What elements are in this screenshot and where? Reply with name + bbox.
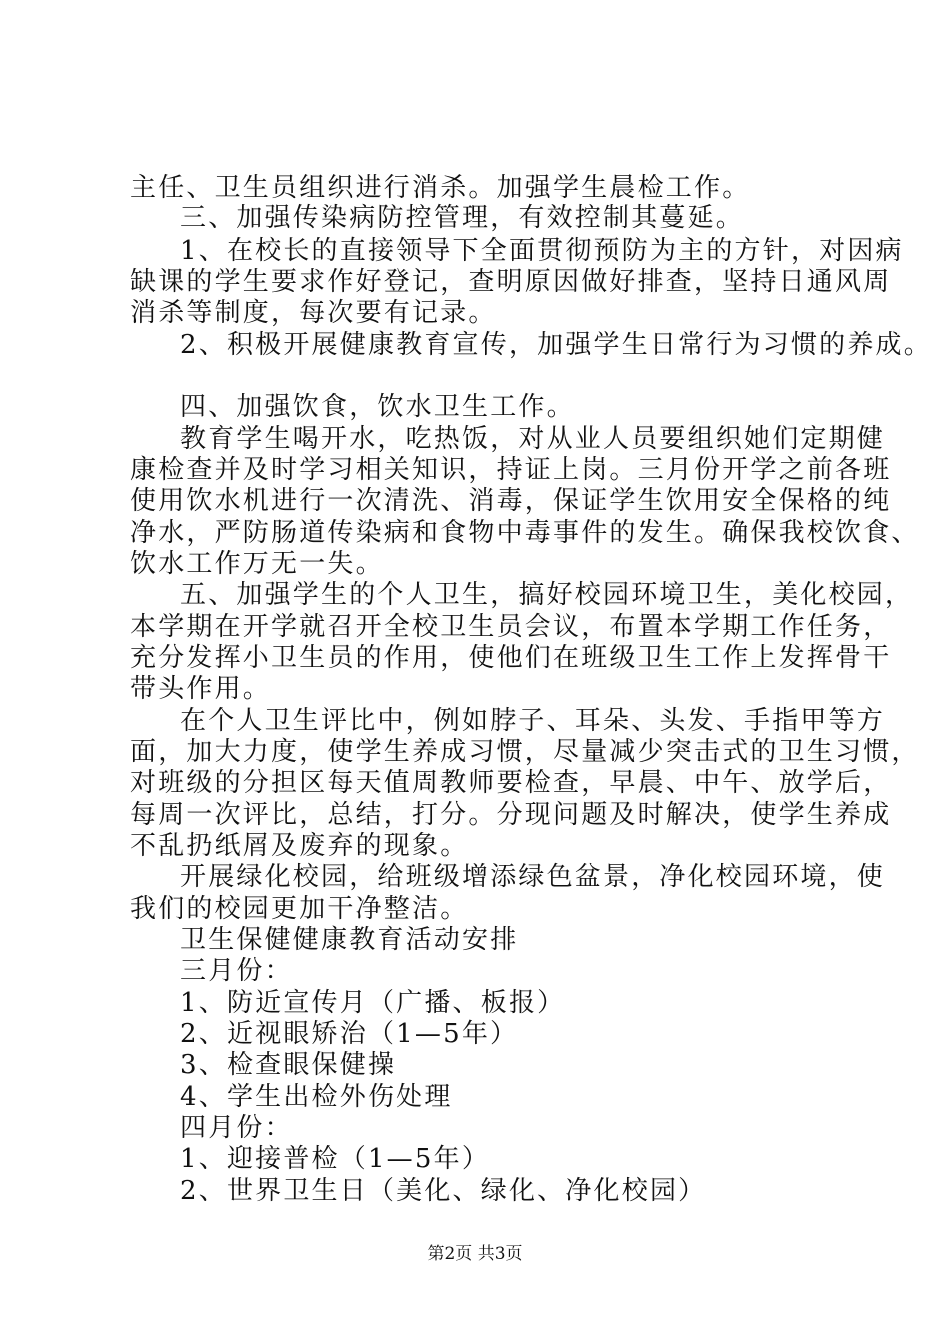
text-line: 我们的校园更加干净整洁。: [130, 894, 469, 924]
text-line: 主任、卫生员组织进行消杀。加强学生晨检工作。: [130, 173, 751, 203]
list-item: 1、防近宣传月（广播、板报）: [180, 988, 566, 1018]
list-item: 3、检查眼保健操: [180, 1050, 397, 1080]
text-line: 教育学生喝开水，吃热饭，对从业人员要组织她们定期健: [180, 424, 886, 454]
text-line: 开展绿化校园，给班级增添绿色盆景，净化校园环境，使: [180, 862, 886, 892]
list-item: 2、世界卫生日（美化、绿化、净化校园）: [180, 1176, 707, 1206]
text-line: 每周一次评比，总结，打分。分现问题及时解决，使学生养成: [130, 800, 892, 830]
text-line: 净水，严防肠道传染病和食物中毒事件的发生。确保我校饮食、: [130, 518, 920, 548]
section-heading: 三、加强传染病防控管理，有效控制其蔓延。: [180, 203, 745, 233]
list-item: 4、学生出检外伤处理: [180, 1082, 453, 1112]
text-line: 消杀等制度，每次要有记录。: [130, 298, 497, 328]
text-line: 使用饮水机进行一次清洗、消毒，保证学生饮用安全保格的纯: [130, 486, 892, 516]
page-footer: 第2页 共3页: [427, 1244, 523, 1264]
schedule-title: 卫生保健健康教育活动安排: [180, 925, 519, 955]
text-line: 在个人卫生评比中，例如脖子、耳朵、头发、手指甲等方: [180, 706, 886, 736]
month-heading: 四月份：: [180, 1113, 293, 1143]
text-line: 对班级的分担区每天值周教师要检查，早晨、中午、放学后，: [130, 768, 892, 798]
text-line: 不乱扔纸屑及废弃的现象。: [130, 831, 469, 861]
section-heading: 五、加强学生的个人卫生，搞好校园环境卫生，美化校园，: [180, 580, 914, 610]
text-line: 缺课的学生要求作好登记，查明原因做好排查，坚持日通风周: [130, 267, 892, 297]
text-line: 面，加大力度，使学生养成习惯，尽量减少突击式的卫生习惯，: [130, 737, 920, 767]
list-item: 2、近视眼矫治（1—5年）: [180, 1019, 519, 1049]
text-line: 本学期在开学就召开全校卫生员会议，布置本学期工作任务，: [130, 612, 892, 642]
text-line: 带头作用。: [130, 674, 272, 704]
section-heading: 四、加强饮食，饮水卫生工作。: [180, 392, 575, 422]
list-item: 1、迎接普检（1—5年）: [180, 1144, 491, 1174]
month-heading: 三月份：: [180, 956, 293, 986]
text-line: 康检查并及时学习相关知识，持证上岗。三月份开学之前各班: [130, 455, 892, 485]
text-line: 2、积极开展健康教育宣传，加强学生日常行为习惯的养成。: [180, 330, 932, 360]
text-line: 1、在校长的直接领导下全面贯彻预防为主的方针，对因病: [180, 236, 904, 266]
text-line: 饮水工作万无一失。: [130, 549, 384, 579]
text-line: 充分发挥小卫生员的作用，使他们在班级卫生工作上发挥骨干: [130, 643, 892, 673]
